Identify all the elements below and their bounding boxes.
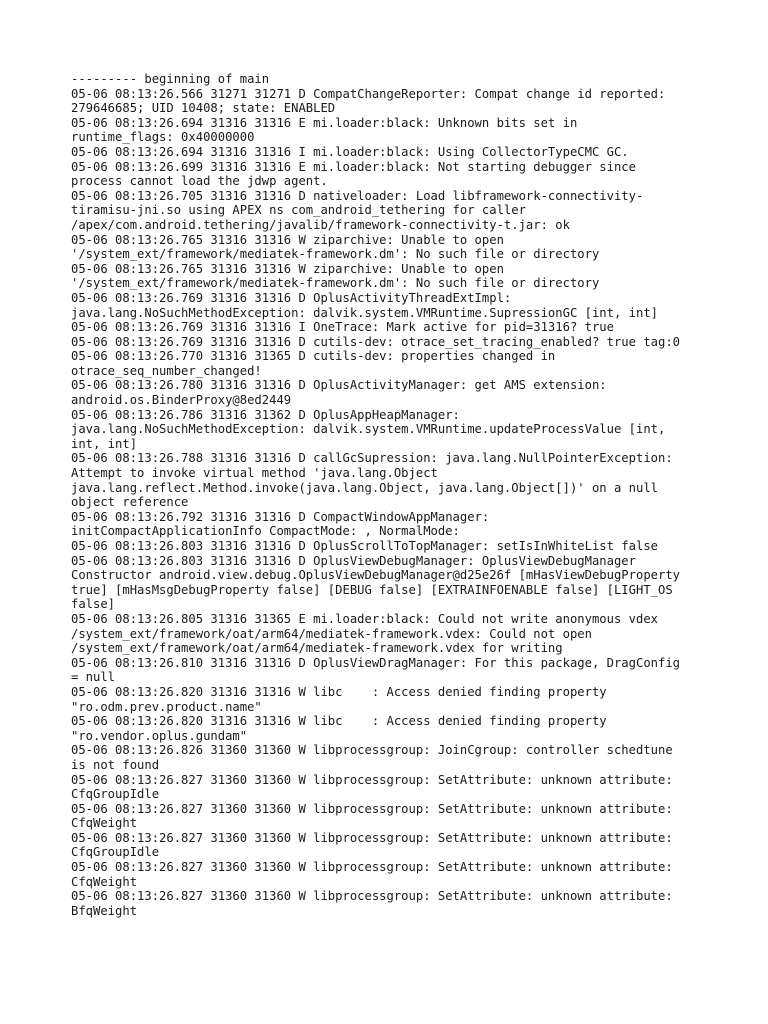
log-line: 05-06 08:13:26.820 31316 31316 W libc : Access denied finding property [71,714,607,729]
log-line: 05-06 08:13:26.803 31316 31316 D OplusViewDebugManager: OplusViewDebugManager [71,553,636,568]
log-line: 05-06 08:13:26.788 31316 31316 D callGcSupression: java.lang.NullPointerException: [71,451,673,466]
log-line: CfqWeight [71,816,138,831]
log-line: = null [71,670,116,685]
log-line: /system_ext/framework/oat/arm64/mediatek-framework.vdex: Could not open [71,626,592,641]
log-line: 05-06 08:13:26.769 31316 31316 D cutils-dev: otrace_set_tracing_enabled? true tag:0 [71,334,681,349]
log-line: "ro.odm.prev.product.name" [71,699,262,714]
log-line: process cannot load the jdwp agent. [71,174,328,189]
log-line: java.lang.reflect.Method.invoke(java.lang.Object, java.lang.Object[])' on a null [71,480,658,495]
log-line: 05-06 08:13:26.792 31316 31316 D CompactWindowAppManager: [71,509,490,524]
log-line: 05-06 08:13:26.805 31316 31365 E mi.loader:black: Could not write anonymous vdex [71,611,658,626]
log-line: android.os.BinderProxy@8ed2449 [71,393,292,408]
log-line: 05-06 08:13:26.820 31316 31316 W libc : Access denied finding property [71,684,607,699]
log-line: runtime_flags: 0x40000000 [71,130,255,145]
log-line: CfqGroupIdle [71,787,160,802]
log-line: 05-06 08:13:26.699 31316 31316 E mi.loader:black: Not starting debugger since [71,159,636,174]
log-line: '/system_ext/framework/mediatek-framework.dm': No such file or directory [71,247,600,262]
log-line: "ro.vendor.oplus.gundam" [71,728,248,743]
log-line: is not found [71,757,160,772]
log-line: 279646685; UID 10408; state: ENABLED [71,101,336,116]
log-line: /apex/com.android.tethering/javalib/framework-connectivity-t.jar: ok [71,217,570,232]
log-line: Attempt to invoke virtual method 'java.lang.Object [71,466,438,481]
log-line: 05-06 08:13:26.705 31316 31316 D nativeloader: Load libframework-connectivity- [71,188,644,203]
log-line: 05-06 08:13:26.566 31271 31271 D CompatChangeReporter: Compat change id reported: [71,86,666,101]
log-line: 05-06 08:13:26.769 31316 31316 I OneTrace: Mark active for pid=31316? true [71,320,614,335]
log-line: 05-06 08:13:26.826 31360 31360 W libprocessgroup: JoinCgroup: controller schedtune [71,743,673,758]
log-line: 05-06 08:13:26.769 31316 31316 D OplusActivityThreadExtImpl: [71,290,512,305]
log-line: '/system_ext/framework/mediatek-framework.dm': No such file or directory [71,276,600,291]
log-line: 05-06 08:13:26.827 31360 31360 W libprocessgroup: SetAttribute: unknown attribute: [71,830,673,845]
log-line: tiramisu-jni.so using APEX ns com_android_tethering for caller [71,203,526,218]
log-document [71,72,711,918]
log-line: --------- beginning of main [71,72,270,86]
log-line: otrace_seq_number_changed! [71,363,262,378]
log-line: java.lang.NoSuchMethodException: dalvik.system.VMRuntime.SupressionGC [int, int] [71,305,658,320]
log-line: true] [mHasMsgDebugProperty false] [DEBUG false] [EXTRAINFOENABLE false] [LIGHT_OS [71,582,673,597]
log-line: /system_ext/framework/oat/arm64/mediatek-framework.vdex for writing [71,641,563,656]
log-line: 05-06 08:13:26.694 31316 31316 E mi.loader:black: Unknown bits set in [71,115,578,130]
log-line: initCompactApplicationInfo CompactMode: , NormalMode: [71,524,460,539]
log-line: object reference [71,495,189,510]
log-line: int, int] [71,436,138,451]
log-line: false] [71,597,116,612]
log-line: 05-06 08:13:26.827 31360 31360 W libprocessgroup: SetAttribute: unknown attribute: [71,860,673,875]
log-line: 05-06 08:13:26.780 31316 31316 D OplusActivityManager: get AMS extension: [71,378,607,393]
log-line: 05-06 08:13:26.810 31316 31316 D OplusViewDragManager: For this package, DragConfig [71,655,681,670]
log-line: 05-06 08:13:26.786 31316 31362 D OplusAppHeapManager: [71,407,460,422]
log-line: CfqGroupIdle [71,845,160,860]
log-line: BfqWeight [71,903,138,918]
log-line: CfqWeight [71,874,138,889]
log-line: 05-06 08:13:26.765 31316 31316 W ziparchive: Unable to open [71,232,504,247]
log-line: Constructor android.view.debug.OplusViewDebugManager@d25e26f [mHasViewDebugProperty [71,568,681,583]
log-line: 05-06 08:13:26.827 31360 31360 W libprocessgroup: SetAttribute: unknown attribute: [71,772,673,787]
log-line: 05-06 08:13:26.694 31316 31316 I mi.loader:black: Using CollectorTypeCMC GC. [71,144,629,159]
log-line: java.lang.NoSuchMethodException: dalvik.system.VMRuntime.updateProcessValue [int, [71,422,666,437]
log-line: 05-06 08:13:26.765 31316 31316 W ziparchive: Unable to open [71,261,504,276]
log-line: 05-06 08:13:26.803 31316 31316 D OplusScrollToTopManager: setIsInWhiteList false [71,539,658,553]
log-line: 05-06 08:13:26.770 31316 31365 D cutils-dev: properties changed in [71,349,556,364]
log-line: 05-06 08:13:26.827 31360 31360 W libprocessgroup: SetAttribute: unknown attribute: [71,889,673,904]
log-line: 05-06 08:13:26.827 31360 31360 W libprocessgroup: SetAttribute: unknown attribute: [71,801,673,816]
